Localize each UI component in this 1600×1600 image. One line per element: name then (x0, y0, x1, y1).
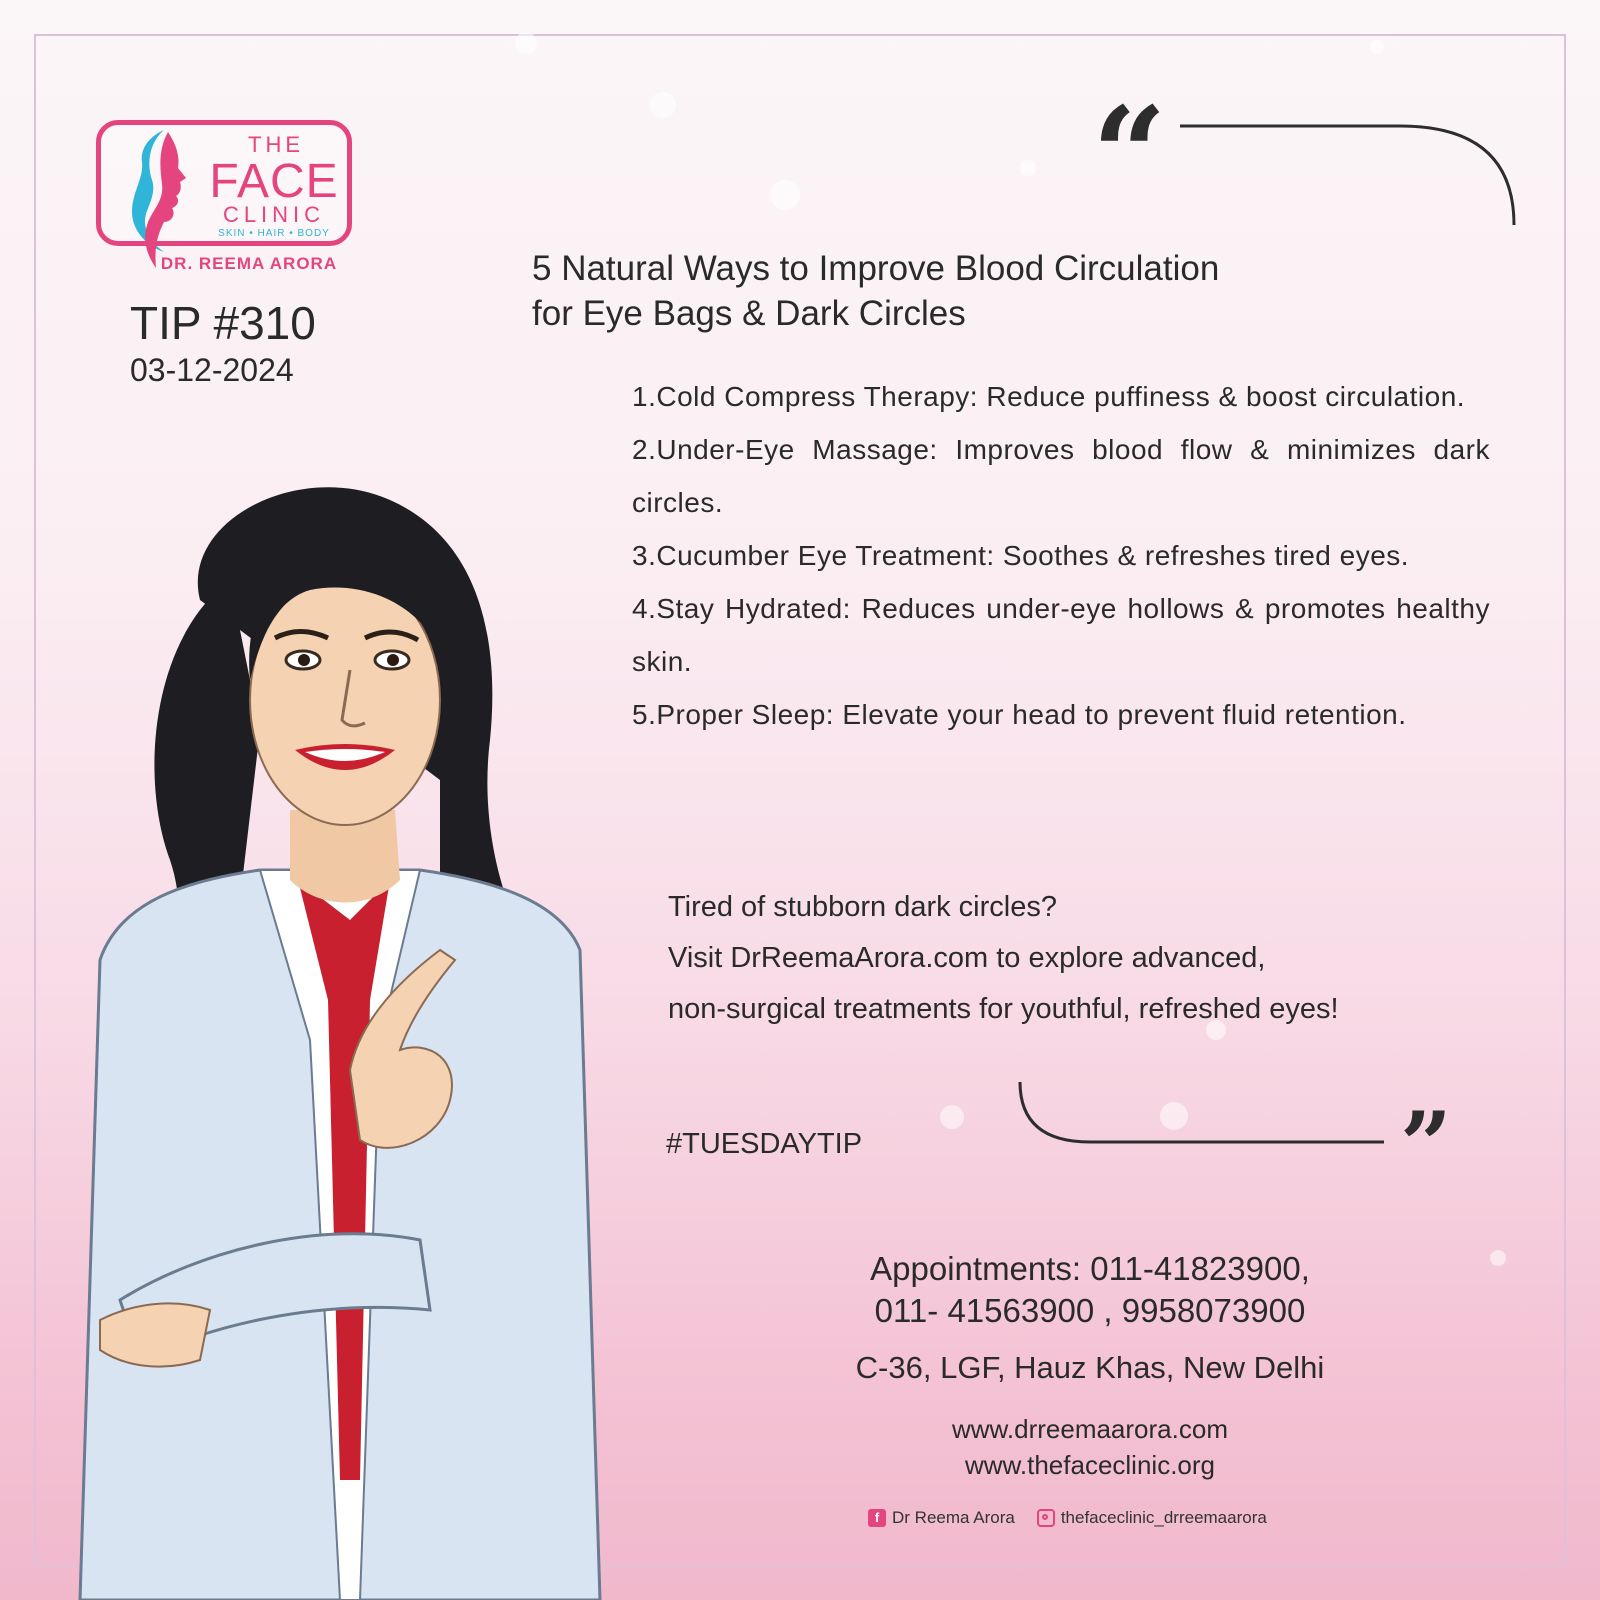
logo-doctor-name: DR. REEMA ARORA (160, 254, 338, 273)
logo-the-text: THE (248, 132, 304, 157)
cta-line-3: non-surgical treatments for youthful, refreshed eyes! (668, 993, 1339, 1025)
list-item: 3.Cucumber Eye Treatment: Soothes & refreshes tired eyes. (632, 540, 1410, 571)
social-links (868, 1508, 1267, 1528)
tip-number: TIP #310 (130, 297, 316, 349)
logo-clinic-text: CLINIC (222, 202, 326, 227)
logo-face-text: FACE (209, 155, 339, 208)
tip-date: 03-12-2024 (130, 352, 294, 388)
heading-line-1: 5 Natural Ways to Improve Blood Circulation (532, 249, 1220, 288)
list-item: 1.Cold Compress Therapy: Reduce puffiness & boost circulation. (632, 381, 1466, 412)
address: C-36, LGF, Hauz Khas, New Delhi (855, 1350, 1325, 1385)
list-item: 5.Proper Sleep: Elevate your head to prevent fluid retention. (632, 699, 1407, 730)
appointments-line-2: 011- 41563900 , 9958073900 (874, 1292, 1306, 1329)
website-link-2[interactable]: www.thefaceclinic.org (965, 1450, 1215, 1480)
cta-line-2: Visit DrReemaArora.com to explore advanced, (668, 942, 1266, 974)
heading-line-2: for Eye Bags & Dark Circles (532, 294, 966, 333)
instagram-handle[interactable]: thefaceclinic_drreemaarora (1060, 1508, 1267, 1527)
list-item: 2.Under-Eye Massage: Improves blood flow & minimizes dark circles. (632, 434, 1490, 518)
facebook-handle[interactable]: Dr Reema Arora (892, 1508, 1015, 1527)
tips-list (632, 370, 1490, 741)
list-item: 4.Stay Hydrated: Reduces under-eye hollows & promotes healthy skin. (632, 593, 1490, 677)
article-heading (532, 246, 1392, 336)
instagram-icon (1037, 1509, 1055, 1527)
appointments-line-1: Appointments: 011-41823900, (870, 1250, 1310, 1287)
website-link-1[interactable]: www.drreemaarora.com (952, 1414, 1228, 1444)
hashtag: #TUESDAYTIP (666, 1128, 863, 1160)
facebook-icon: f (868, 1509, 886, 1527)
logo-tagline: SKIN • HAIR • BODY (218, 228, 330, 239)
close-quote-icon: ” (1400, 1092, 1452, 1198)
cta-line-1: Tired of stubborn dark circles? (668, 891, 1057, 923)
open-quote-icon: “ (1092, 78, 1167, 231)
doctor-illustration (60, 480, 620, 1600)
call-to-action (668, 882, 1488, 1035)
